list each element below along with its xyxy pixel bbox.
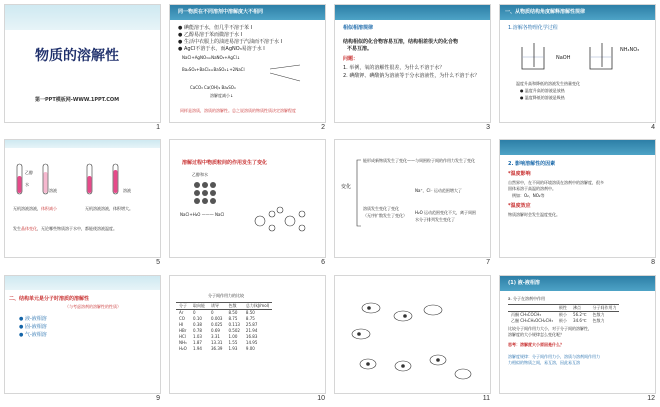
slide-header: 一、从物质结构角度解释溶解性规律 (505, 9, 586, 15)
text-line: 固体易溶于高温的溶剂中。 (508, 186, 556, 191)
slide-thumbnail-7[interactable] (335, 140, 490, 257)
footnote: 发生晶体变化，无论哪些物质溶于水中，都能使溶液温度。 (13, 226, 117, 231)
beaker-icon (586, 43, 616, 73)
table-row: CO 0.10 0.003 8.75 8.75 (179, 316, 255, 321)
equation: NaCl+AgNO₃=NaNO₃+AgCl↓ (182, 55, 241, 60)
subheading: 1.溶解各物理化学过程 (508, 25, 558, 31)
table-row: Ar 0 0 8.50 8.50 (179, 310, 255, 315)
table-row: NH₃ 1.87 13.31 1.55 14.95 (179, 340, 258, 345)
slide-thumbnail-1[interactable] (5, 5, 160, 122)
tube-label: 溶液 (49, 188, 57, 193)
equation: Ba₂SO₄+BaCl₂=BaSO₄↓+2NaCl (182, 67, 245, 72)
branch-label: （无序扩散发生了变化） (363, 213, 407, 218)
text-line: 1. 举例，氧的溶解性很差，为什么不溶于水？ (343, 65, 445, 71)
slide-number: 9 (156, 395, 160, 402)
slide-number: 6 (321, 259, 325, 266)
list-item: ● 固-液相溶 (19, 324, 47, 330)
tube-label: 溶液 (123, 188, 131, 193)
slide-header-bar (5, 276, 160, 290)
slide-number: 8 (651, 259, 655, 266)
slide-thumbnail-10[interactable] (170, 276, 325, 393)
slide-number: 7 (486, 259, 490, 266)
table-row: HCl 1.03 3.31 1.00 16.83 (179, 334, 258, 339)
slide-thumbnail-11[interactable] (335, 276, 490, 393)
table-row: 乙醚 CH₃CH₂OCH₂CH₃ 极小 34.6℃ 色散力 (511, 318, 605, 323)
text-line: 乙醇和水 (192, 172, 208, 177)
note-line: 比较分子间作用力大小，对于分子间的溶解性， (508, 326, 592, 331)
table-header: 取向能 (190, 303, 208, 310)
branch-label: Na⁺，Cl⁻ 运动范围增大了 (415, 188, 462, 193)
slide-header: (1) 液-液相溶 (508, 280, 540, 286)
data-table: 极性 沸点 分子间作用力 丙酮 CH₃COCH₃ 极小 56.2℃ 色散力 乙醚 CH₃CH₂OCH₂CH₃ 极小 34.6℃ 色散力 (508, 304, 619, 324)
slide-header: 溶解过程中物质粒间的作用发生了变化 (182, 160, 268, 166)
table-row: HI 0.38 0.025 0.113 25.87 (179, 322, 258, 327)
molecule-diagram (343, 294, 483, 384)
factor-heading: *温度影响 (508, 171, 531, 177)
arrow-diagram (270, 63, 310, 91)
tube-label: 乙醇 (25, 170, 33, 175)
table-header: 色散 (225, 303, 242, 310)
text-line: 不易互溶。 (347, 46, 373, 52)
slide-thumbnail-2[interactable] (170, 5, 325, 122)
branch-label: 水分子排列发生变化了 (415, 217, 455, 222)
question-line: 思考：溶解度大小原因是什么？ (508, 342, 564, 347)
slide-number: 5 (156, 259, 160, 266)
table-row: H₂O 1.94 36.39 1.93 9.00 (179, 346, 255, 351)
list-item: ● 气-液相溶 (19, 332, 47, 338)
question-label: 问题： (343, 56, 359, 62)
slide-header-bar (335, 5, 490, 20)
table-row: HBr 0.78 0.69 0.502 21.94 (179, 328, 258, 333)
table-header: 分子 (176, 303, 190, 310)
beaker-icon (518, 43, 548, 73)
caption-line: ● 温度降低的溶液是吸热 (520, 95, 565, 100)
bullet-line: ● 碘能溶于水，但几乎不溶于苯 I (178, 25, 253, 31)
slide-header-bar (500, 140, 655, 155)
text-line: 结构相似的化合物容易互溶，结构相差很大的化合物 (343, 39, 459, 45)
description: 无机溶液溶液，体积增大。 (85, 206, 133, 211)
slide-number: 4 (651, 124, 655, 131)
footer-note: 同样是溶质，溶质的溶解性。总之说溶质的物质性质决定溶解程度 (180, 108, 296, 113)
factor-heading: *温度效应 (508, 203, 531, 209)
conclusion-line: 力相似的物质之间，易互溶，因此易互溶 (508, 360, 580, 365)
caption-line: 温度升高和降低的溶液发生热量变化 (516, 81, 580, 86)
equation: 溶解度减小↓ (210, 93, 234, 98)
subheading: a. 分子在溶剂中作用 (508, 296, 545, 301)
text-line: 例如：O₂、NO₂等 (512, 193, 545, 198)
caption-line: ● 温度升高的溶液是放热 (520, 88, 565, 93)
subheading: （与考虑溶剂的溶解性的性质） (65, 304, 121, 309)
table-row: 丙酮 CH₃COCH₃ 极小 56.2℃ 色散力 (511, 312, 605, 317)
list-item: ● 液-液相溶 (19, 316, 47, 322)
text-line: 2. 碘酸钾、碘酸钠为溶液等于分水溶液性，为什么不溶于水？ (343, 73, 480, 79)
data-table (176, 302, 272, 352)
reagent-label: NaOH (556, 55, 571, 61)
slide-header-bar (5, 140, 160, 148)
tube-label: 水 (25, 182, 29, 187)
bullet-line: ● 乙醇易溶于苯而微溶于水 I (178, 32, 243, 38)
equation: CaCO₃ Ca(OH)₂ Ba₂SO₄ (190, 85, 236, 90)
slide-number: 11 (482, 395, 490, 402)
slide-number: 10 (317, 395, 325, 402)
bullet-line: ● AgCl不溶于水，而AgNO₃易溶于水 I (178, 46, 265, 52)
branch-label: H₂O 运动范围变化不大，离子周围 (415, 210, 477, 215)
molecule-diagram (192, 180, 222, 204)
molecule-diagram (250, 206, 310, 236)
slide-thumbnail-5[interactable] (5, 140, 160, 257)
reagent-label: NH₄NO₃ (620, 47, 640, 53)
text-line: 物质溶解时会发生温度变化。 (508, 212, 560, 217)
branch-label: 溶质发生变化了变化 (363, 206, 399, 211)
table-header: 诱导 (208, 303, 225, 310)
text-line: 自然界中，在不同的环境溶质在溶剂中的溶解度，很多 (508, 180, 604, 185)
description: 无机溶液溶液，体积减小 (13, 206, 57, 211)
bullet-line: ● 生活中衣服上的油迹易溶于汽油而不溶于水 I (178, 39, 283, 45)
slide-header: 二、结构单元是分子时溶质的溶解性 (9, 296, 90, 302)
table-header: 总力(kJ/mol) (243, 303, 272, 310)
slide-thumbnail-8[interactable] (500, 140, 655, 257)
slide-number: 3 (486, 124, 490, 131)
conclusion-line: 溶解度规律：分子间作用力小，溶质与溶剂间作用力 (508, 354, 600, 359)
root-label: 变化 (341, 184, 352, 190)
slide-number: 2 (321, 124, 325, 131)
slide-thumbnail-6[interactable] (170, 140, 325, 257)
slide-header: 相似相溶规律 (343, 25, 374, 31)
slide-thumbnail-12[interactable] (500, 276, 655, 393)
bracket-diagram (353, 158, 363, 228)
slide-header: 2. 影响溶解性的因素 (508, 161, 556, 167)
slide-thumbnail-9[interactable] (5, 276, 160, 393)
slide-header-bar (5, 5, 160, 30)
slide-header: 同一物质在不同溶剂中溶解度大不相同 (178, 9, 264, 15)
branch-label: 能形成新物质发生了变化——与周围粒子间的作用力发生了变化 (363, 158, 475, 163)
note-line: 溶解度的大小规律怎么变化呢？ (508, 332, 564, 337)
site-text: 第一PPT模板网-WWW.1PPT.COM (35, 97, 120, 103)
slide-number: 12 (647, 395, 655, 402)
slide-thumbnail-3[interactable] (335, 5, 490, 122)
table-caption: 分子间作用力的比较 (208, 293, 244, 298)
slide-thumbnail-4[interactable] (500, 5, 655, 122)
slide-title: 物质的溶解性 (35, 48, 119, 64)
equation: NaCl+H₂O ——— NaCl (180, 212, 225, 217)
slide-number: 1 (156, 124, 160, 131)
